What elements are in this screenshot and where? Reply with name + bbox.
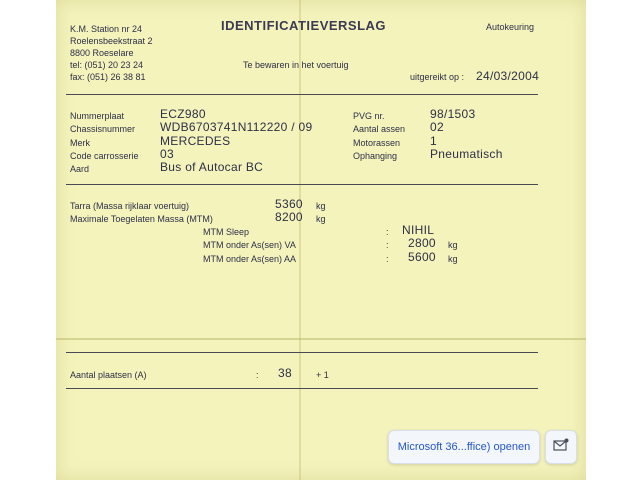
- mtm-value: 8200: [275, 210, 303, 224]
- mtm-front-axle-label: MTM onder As(sen) VA: [203, 240, 296, 250]
- plate-label: Nummerplaat: [70, 111, 125, 121]
- pvg-value: 98/1503: [430, 107, 476, 121]
- issued-label: uitgereikt op :: [410, 72, 465, 82]
- colon: :: [386, 240, 389, 250]
- mtm-unit: kg: [316, 214, 326, 224]
- document-title: IDENTIFICATIEVERSLAG: [221, 18, 387, 33]
- axles-value: 02: [430, 120, 444, 134]
- share-mail-button[interactable]: [545, 430, 577, 464]
- kind-value: Bus of Autocar BC: [160, 160, 264, 174]
- colon: :: [386, 227, 389, 237]
- pvg-label: PVG nr.: [353, 111, 385, 121]
- mtm-trailer-label: MTM Sleep: [203, 227, 250, 237]
- document-subtitle: Te bewaren in het voertuig: [243, 60, 349, 70]
- chassis-label: Chassisnummer: [70, 124, 136, 134]
- make-value: MERCEDES: [160, 134, 231, 148]
- office-line: K.M. Station nr 24: [70, 24, 143, 34]
- open-in-office-button[interactable]: [388, 430, 540, 464]
- office-street: Roelensbeekstraat 2: [70, 36, 153, 46]
- tarra-unit: kg: [316, 201, 326, 211]
- colon: :: [256, 370, 259, 380]
- seats-extra: + 1: [316, 370, 329, 380]
- suspension-label: Ophanging: [353, 151, 398, 161]
- mtm-label: Maximale Toegelaten Massa (MTM): [70, 214, 213, 224]
- mtm-rear-axle-value: 5600: [408, 250, 436, 264]
- mtm-front-axle-value: 2800: [408, 236, 436, 250]
- document-category: Autokeuring: [486, 22, 535, 32]
- issued-date: 24/03/2004: [476, 69, 540, 83]
- office-city: 8800 Roeselare: [70, 48, 134, 58]
- divider: [66, 388, 538, 389]
- axles-label: Aantal assen: [353, 124, 406, 134]
- divider: [66, 184, 538, 185]
- body-code-label: Code carrosserie: [70, 151, 139, 161]
- paper-fold-horizontal: [56, 338, 586, 340]
- tarra-value: 5360: [275, 197, 303, 211]
- motor-axles-label: Motorassen: [353, 138, 401, 148]
- make-label: Merk: [70, 138, 90, 148]
- mtm-rear-axle-label: MTM onder As(sen) AA: [203, 254, 297, 264]
- body-code-value: 03: [160, 147, 174, 161]
- plate-value: ECZ980: [160, 107, 206, 121]
- colon: :: [386, 254, 389, 264]
- divider: [66, 352, 538, 353]
- office-fax: fax: (051) 26 38 81: [70, 72, 146, 82]
- mtm-rear-axle-unit: kg: [448, 254, 458, 264]
- divider: [66, 94, 538, 95]
- seats-label: Aantal plaatsen (A): [70, 370, 147, 380]
- mtm-front-axle-unit: kg: [448, 240, 458, 250]
- chassis-value: WDB6703741N112220 / 09: [160, 120, 313, 134]
- paper-fold-vertical: [299, 0, 301, 480]
- suspension-value: Pneumatisch: [430, 147, 503, 161]
- tarra-label: Tarra (Massa rijklaar voertuig): [70, 201, 190, 211]
- motor-axles-value: 1: [430, 134, 437, 148]
- office-tel: tel: (051) 20 23 24: [70, 60, 144, 70]
- mtm-trailer-value: NIHIL: [402, 223, 435, 237]
- kind-label: Aard: [70, 164, 90, 174]
- open-in-office-label: Microsoft 36...ffice) openen: [397, 441, 531, 453]
- mail-icon: [553, 438, 569, 457]
- seats-value: 38: [278, 366, 292, 380]
